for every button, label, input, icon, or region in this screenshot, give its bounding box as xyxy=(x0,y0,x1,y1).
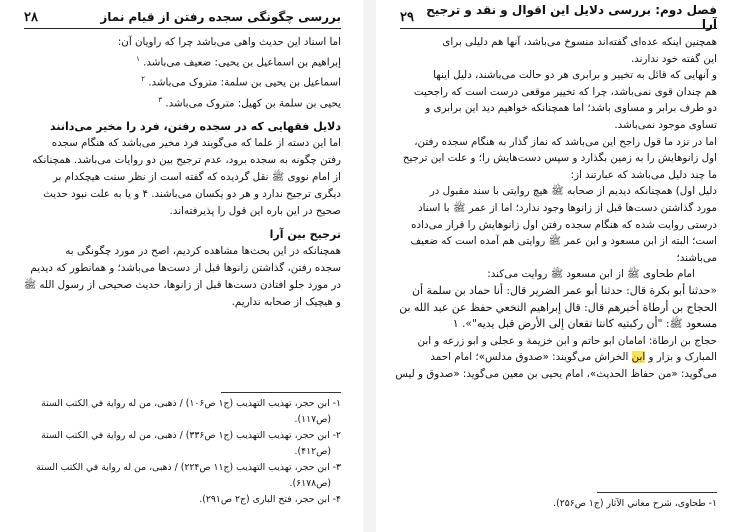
footnote-mark: ۳ xyxy=(158,95,163,104)
book-gutter xyxy=(363,0,376,532)
narrator-1: إبراهیم بن اسماعیل بن یحیی: ضعیف می‌باشد. $^۱$ xyxy=(136,55,341,69)
highlighted-line: المبارک و بزار و ابن الخراش می‌گویند: «صدوق مدلس»؛ امام احمد xyxy=(430,351,717,364)
footnote-line: ۴- ابن حجر، فتح الباری (ج۲ ص۲۹۱). xyxy=(199,494,341,505)
section-heading-preference: ترجیح بین آرا xyxy=(269,228,341,242)
footnote-line: (ص۱۱۷). xyxy=(294,414,331,425)
footnote-mark: ۲ xyxy=(141,75,145,84)
arabic-quote-line: مسعود ﷺ: "أن ركبتيه كانتا تقعان إلى الأرض قبل يديه"». ۱ xyxy=(452,317,717,331)
left-page xyxy=(0,0,363,532)
text-line: تساوی موجود نمی‌باشد. xyxy=(614,118,717,131)
footnote-mark: ۱ xyxy=(136,55,140,63)
footnote-line: (ص۴۱۲). xyxy=(294,446,331,457)
text-line: ما چند دلیل می‌باشد که عبارتند از: xyxy=(570,168,717,181)
right-page-number: ۲۹ xyxy=(400,9,414,25)
footnote-line: ۳- ابن حجر، تهذیب التهذیب (ج۱۱ ص۲۲۴) / ذهبی، من له روایة في الكتب الستة xyxy=(36,462,341,473)
right-page-body xyxy=(395,34,717,382)
text-line: و آنهایی که قائل به تخییر و برابری هر دو حالت می‌باشند، دلیل اینها xyxy=(433,69,717,82)
text-line: دلیل اول) همچنانکه دیدیم از صحابه ﷺ هیچ روایتی با سند مقبول در xyxy=(429,185,717,198)
footnote-line: ۱- ابن حجر، تهذیب التهذیب (ج۱ ص۱۰۶) / ذهبی، من له روایة في الكتب الستة xyxy=(41,398,341,409)
text-line: درستی روایت شده که هنگام سجده رفتن اول زانوهایش را قرار می‌داده xyxy=(411,218,717,231)
text-line: دو طرف برابر و مساوی باشد؛ اما همچنانکه خواهیم دید این برابری و xyxy=(425,102,717,115)
text-line: اما در نزد ما قول راجح این می‌باشد که نماز گذار به هنگام سجده رفتن، xyxy=(414,135,717,148)
text-line: است؛ البته از ابن مسعود و ابن عمر ﷺ روایتی هم آمده است که ضعیف xyxy=(410,235,717,248)
text-line: امام طحاوی ﷺ از ابن مسعود ﷺ روایت می‌کند: xyxy=(487,268,695,281)
left-page-header xyxy=(24,6,341,29)
text-line: همچنانکه در این بحث‌ها مشاهده کردیم، اصح در مورد چگونگی به xyxy=(65,245,341,258)
left-header-title: بررسی چگونگی سجده رفتن از قیام نماز xyxy=(100,10,341,24)
text-line: می‌باشند؛ xyxy=(676,251,717,264)
text-line: دیگری ترجیح ندارد و هر دو یکسان می‌باشند. ۴ و یا به علت نبود حدیث xyxy=(43,188,341,201)
right-page xyxy=(376,0,739,532)
footnote-line: ۲- ابن حجر، تهذیب التهذیب (ج۱ ص۳۳۶) / ذهبی، من له روایة في الكتب الستة xyxy=(41,430,341,441)
left-footnotes xyxy=(24,396,341,508)
right-footnotes xyxy=(400,496,717,512)
text-line: در مورد جلو افتادن دست‌ها قبل از زانوها، حدیث صحیحی از رسول الله ﷺ xyxy=(23,279,341,292)
footnote-line: (ص۶۱۷۸). xyxy=(289,478,331,489)
text-line: این گفته خود ندارند. xyxy=(630,52,717,65)
highlighted-word: ابن xyxy=(631,351,646,364)
text-line: صحیح در این باره این قول را پذیرفته‌اند. xyxy=(169,205,341,218)
intro-line: اما اسناد این حدیث واهی می‌باشد چرا که راویان آن: xyxy=(117,36,341,48)
footnote-separator xyxy=(221,392,341,393)
text-line: می‌گوید: «من حفاظ الحدیث»، امام یحیی بن معین می‌گوید: «صدوق و لیس xyxy=(395,367,717,380)
text-line: هم چندان قوی نمی‌باشد، چرا که تخییر موقعی درست است که راجحیت xyxy=(413,85,717,98)
text-line: سجده رفتن، گذاشتن زانوها قبل از دست‌ها می‌باشد؛ و همانطور که دیدیم xyxy=(30,262,341,275)
right-page-header xyxy=(400,3,717,31)
text-line: رفتن چگونه به سجده برود، عدم ترجیح بین دو روایات می‌باشد. همچنانکه xyxy=(32,154,341,167)
text-line: مورد گذاشتن دست‌ها قبل از زانوها وجود ندارد؛ اما از عمر ﷺ با اسناد xyxy=(418,201,717,214)
arabic-quote-line: الحجاج بن أرطاة أخبرهم قال: قال إبراهيم النخعي حفظ عن عبد الله بن xyxy=(399,300,717,314)
text-line: اول زانوهایش را به زمین بگذارد و سپس دست‌هایش را؛ و علت این ترجیح xyxy=(402,152,717,165)
text-line: اما این دسته از علما که می‌گویند فرد مخیر می‌باشد که هنگام سجده xyxy=(51,137,341,150)
text-line: حجاج بن ارطاة: امامان ابو حاتم و ابن خزیمة و عجلی و ابو زرعه و ابن xyxy=(417,334,717,347)
footnote-line: ۱- طحاوی، شرح معاني الآثار (ج۱ ص۲۵۶). xyxy=(553,498,717,509)
section-heading-options: دلایل فقهایی که در سجده رفتن، فرد را مخیر می‌دانند xyxy=(50,120,341,134)
text-line: همچنین اینکه عده‌ای گفته‌اند منسوخ می‌باشد، آنها هم دلیلی برای xyxy=(442,36,717,48)
arabic-quote-line: «حدثنا أبو بكرة قال: حدثنا أبو عمر الضرير قال: أنا حماد بن سلمة أن xyxy=(412,283,717,297)
footnote-separator xyxy=(597,492,717,493)
text-line: و هیچیک از صحابه نداریم. xyxy=(231,296,341,309)
narrator-3: یحیی بن سلمة بن کهیل: متروک می‌باشد. $^۳$ xyxy=(158,95,341,110)
text-line: از امام نووی ﷺ نقل گردیده که گفته است از نظر سنت هیچکدام بر xyxy=(52,171,341,184)
left-page-body xyxy=(24,34,341,311)
narrator-2: اسماعیل بن یحیی بن سلمة: متروک می‌باشد. $^۲$ xyxy=(141,75,341,89)
right-header-title: فصل دوم: بررسی دلایل این اقوال و نقد و ترجیح آرا xyxy=(426,3,717,31)
left-page-number: ۲۸ xyxy=(24,9,38,25)
